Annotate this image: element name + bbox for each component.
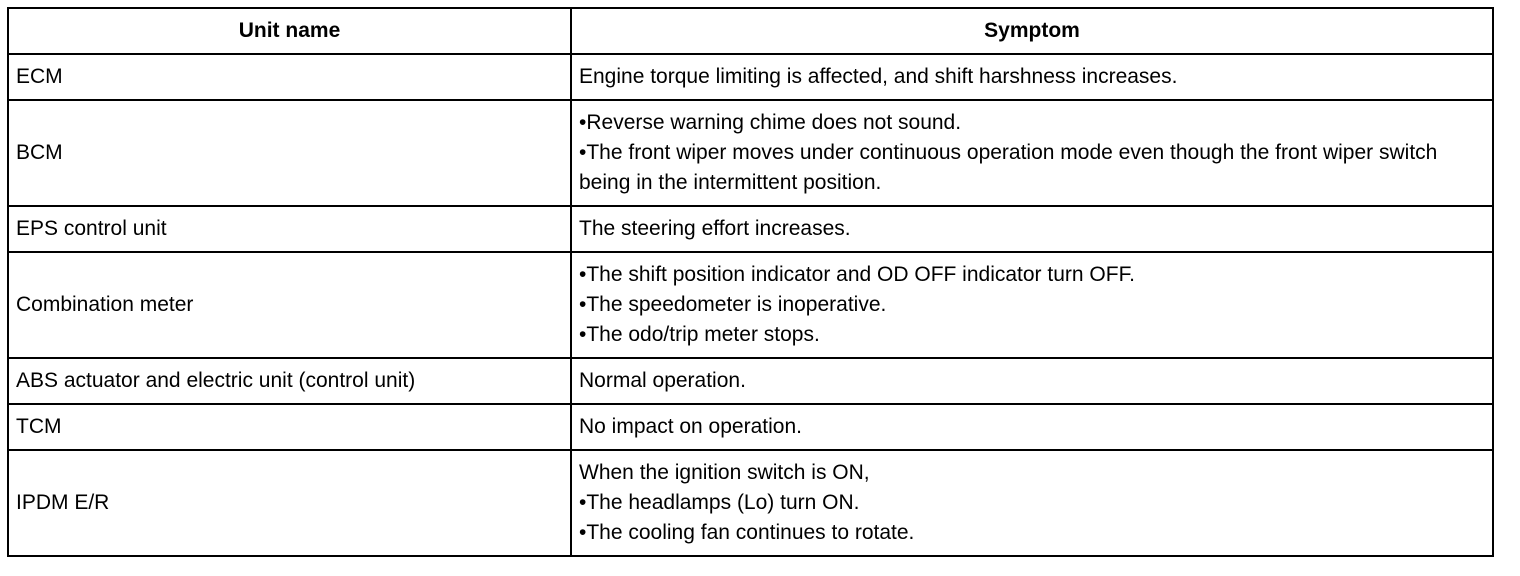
unit-cell: TCM [8,404,571,450]
symptom-cell [571,404,1493,450]
unit-cell: Combination meter [8,252,571,358]
table-row [8,54,1493,100]
symptom-cell [571,206,1493,252]
header-symptom: Symptom [571,8,1493,54]
table-row [8,404,1493,450]
table-row [8,252,1493,358]
symptom-line: •The cooling fan continues to rotate. [579,521,915,544]
header-unit-name: Unit name [8,8,571,54]
symptom-table [7,7,1494,557]
unit-cell: EPS control unit [8,206,571,252]
table-row [8,100,1493,206]
unit-cell: IPDM E/R [8,450,571,556]
table-header-row [8,8,1493,54]
symptom-cell [571,252,1493,358]
unit-cell: ABS actuator and electric unit (control unit) [8,358,571,404]
symptom-line: •Reverse warning chime does not sound. [579,111,962,134]
unit-cell: ECM [8,54,571,100]
symptom-table-container [7,7,1492,557]
table-row [8,450,1493,556]
symptom-cell [571,54,1493,100]
symptom-line: Normal operation. [579,369,746,392]
table-row [8,206,1493,252]
symptom-line: •The odo/trip meter stops. [579,323,820,346]
unit-cell: BCM [8,100,571,206]
symptom-line: When the ignition switch is ON, [579,461,870,484]
symptom-cell [571,450,1493,556]
symptom-line: Engine torque limiting is affected, and shift harshness increases. [579,65,1178,88]
table-row [8,358,1493,404]
symptom-line: •The front wiper moves under continuous operation mode even though the front wiper switch being in the intermittent position. [579,141,1438,194]
symptom-cell [571,358,1493,404]
symptom-line: •The speedometer is inoperative. [579,293,887,316]
symptom-line: The steering effort increases. [579,217,851,240]
symptom-cell [571,100,1493,206]
symptom-line: No impact on operation. [579,415,802,438]
symptom-line: •The headlamps (Lo) turn ON. [579,491,860,514]
symptom-line: •The shift position indicator and OD OFF indicator turn OFF. [579,263,1135,286]
